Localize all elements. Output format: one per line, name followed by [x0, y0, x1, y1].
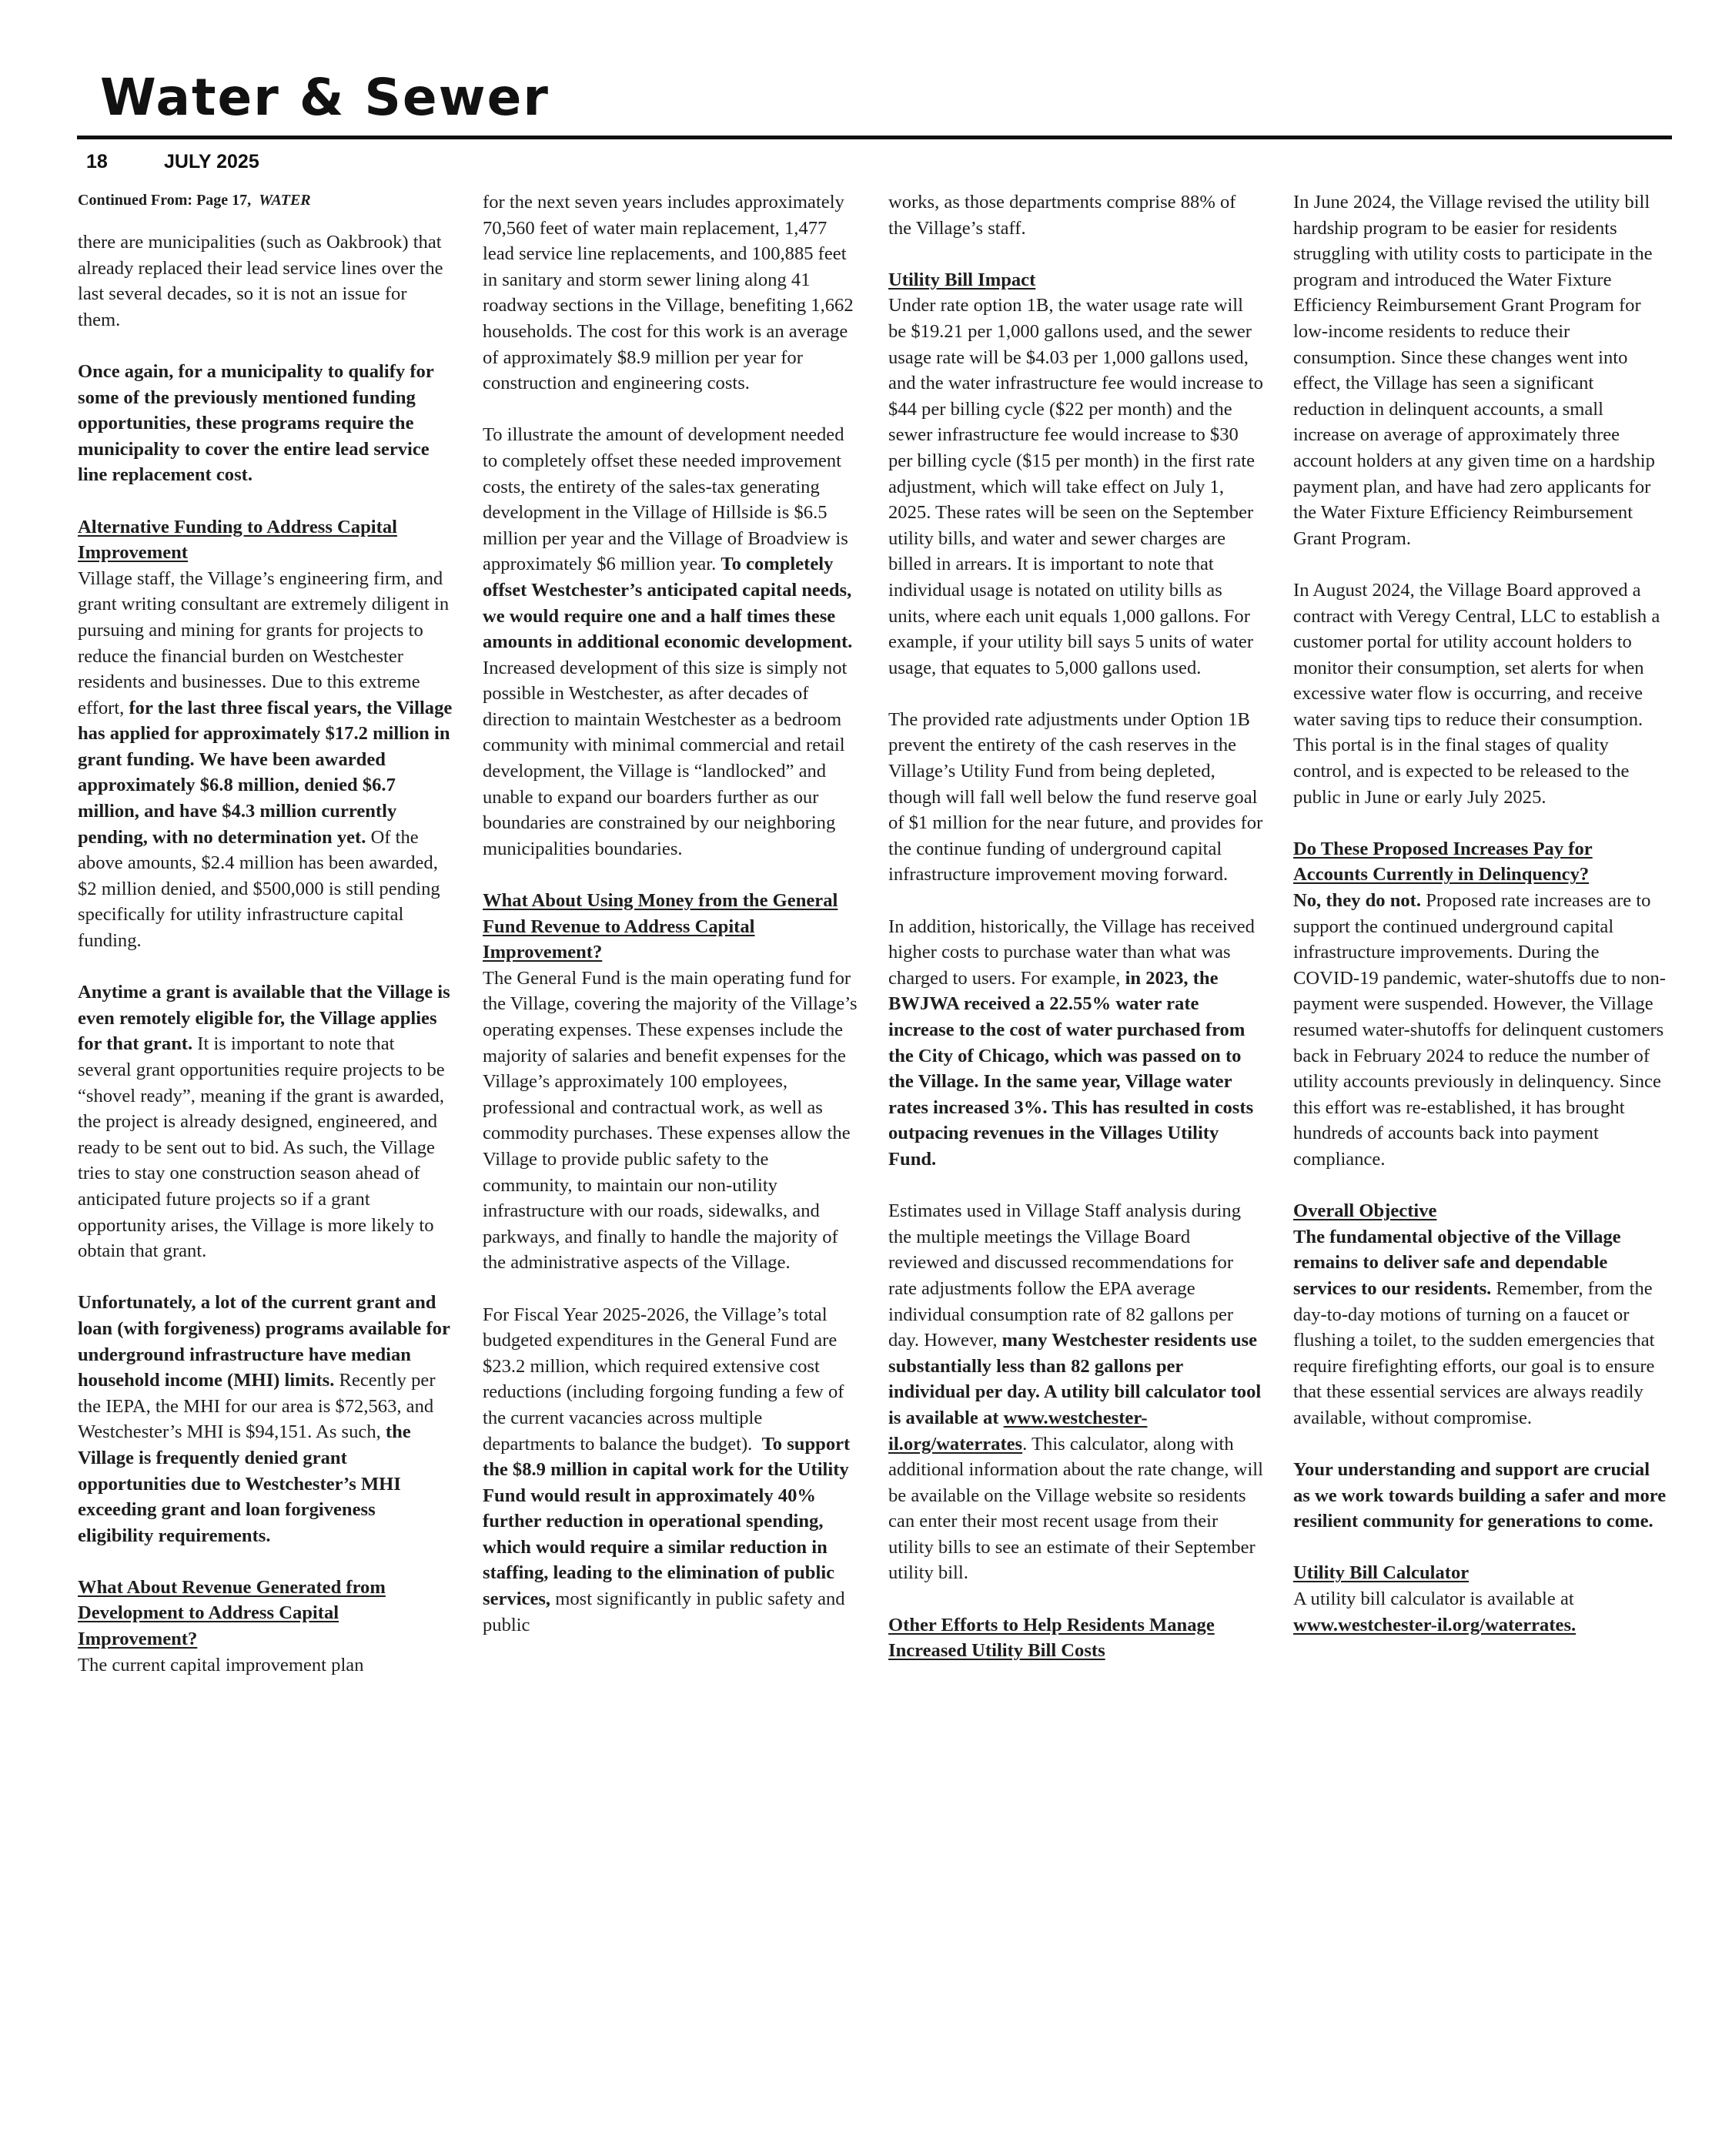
text: It is important to note that several grant opportunities require projects to be “shovel ready”, meaning if the grant is awarded, the project is already designed, engineered, and ready to be sent out to bid. As such, the Village tries to stay one construction season ahead of anticipated future projects so if a grant opportunity arises, the Village is more likely to obtain that grant. — [78, 1033, 445, 1262]
column-2 — [483, 189, 858, 1638]
paragraph — [888, 1198, 1263, 1586]
section-paragraph — [78, 1575, 453, 1678]
continued-from-note — [78, 189, 453, 211]
page-number: 18 — [86, 151, 108, 172]
subheading-delinquency: Do These Proposed Increases Pay for Accounts Currently in Delinquency? — [1293, 838, 1593, 886]
text: most significantly in public safety and public — [483, 1589, 845, 1635]
paragraph: for the next seven years includes approximately 70,560 feet of water main replacement, 1,477 lead service line replacements, and 100,885 feet in sanitary and storm sewer lining along 41 roadway sections in the Village, benefiting 1,662 households. The cost for this work is an average of approximately $8.9 million per year for construction and engineering costs. — [483, 192, 854, 394]
text: Increased development of this size is simply not possible in Westchester, as after decades of direction to maintain Westchester as a bedroom community with minimal commercial and retail development, the Village is “landlocked” and unable to expand our boarders further as our boundaries are constrained by our neighboring municipalities boundaries. — [483, 657, 848, 859]
continued-ref: WATER — [259, 192, 311, 209]
bold-text: Unfortunately, a lot of the current grant and loan (with forgiveness) programs available for underground infrastructure have median household income (MHI) limits. — [78, 1292, 450, 1391]
text: For Fiscal Year 2025-2026, the Village’s total budgeted expenditures in the General Fund are $23.2 million, which required extensive cost reductions (including forgoing funding a few of the current vacancies across multiple departments to balance the budget). — [483, 1304, 844, 1455]
text: The current capital improvement plan — [78, 1654, 364, 1676]
paragraph — [483, 1302, 858, 1639]
section-title: Water & Sewer — [100, 68, 550, 127]
bold-text: for the last three fiscal years, the Village has applied for approximately $17.2 million in grant funding. We have been awarded approximately $6.8 million, denied $6.7 million, and have $4.3 million currently pending, with no determination yet. — [78, 697, 453, 848]
section-paragraph — [888, 1612, 1263, 1664]
subheading-alternative-funding: Alternative Funding to Address Capital Improvement — [78, 516, 397, 564]
section-paragraph — [888, 267, 1263, 681]
subheading-utility-bill-calculator: Utility Bill Calculator — [1293, 1562, 1470, 1584]
paragraph: there are municipalities (such as Oakbrook) that already replaced their lead service lines over the last several decades, so it is not an issue for them. — [78, 232, 443, 330]
issue-date: JULY 2025 — [164, 151, 259, 172]
paragraph — [483, 422, 858, 862]
subheading-utility-bill-impact: Utility Bill Impact — [888, 269, 1036, 290]
continued-label: Continued From: Page 17, — [78, 192, 252, 209]
text: In addition, historically, the Village has received higher costs to purchase water than what was charged to users. For example, — [888, 916, 1255, 989]
paragraph — [78, 1290, 453, 1548]
paragraph — [78, 359, 453, 488]
bold-text: The fundamental objective of the Village remains to deliver safe and dependable services to our residents. — [1293, 1226, 1621, 1299]
text: To illustrate the amount of development needed to completely offset these needed improvement costs, the entirety of the sales-tax generating development in the Village of Hillside is $6.5 million per year and the Village of Broadview is approximately $6 million year. — [483, 424, 848, 575]
bold-text: To support the $8.9 million in capital work for the Utility Fund would result in approximately 40% further reduction in operational spending, which would require a similar reduction in staffing, leading to the elimination of public services, — [483, 1433, 851, 1610]
text: Recently per the IEPA, the MHI for our area is $72,563, and Westchester’s MHI is $94,151. As such, — [78, 1370, 436, 1443]
text: A utility bill calculator is available at — [1293, 1589, 1574, 1610]
section-paragraph — [78, 514, 453, 954]
paragraph: In June 2024, the Village revised the utility bill hardship program to be easier for residents struggling with utility costs to participate in the program and introduced the Water Fixture Efficiency Reimbursement Grant Program for low-income residents to reduce their consumption. Since these changes went into effect, the Village has seen a significant reduction in delinquent accounts, a small increase on average of approximately three account holders at any given time on a hardship payment plan, and have had zero applicants for the Water Fixture Efficiency Reimbursement Grant Program. — [1293, 192, 1655, 549]
column-1 — [78, 189, 453, 1678]
section-paragraph — [1293, 836, 1668, 1173]
section-paragraph — [1293, 1560, 1668, 1638]
subheading-revenue-development: What About Revenue Generated from Development to Address Capital Improvement? — [78, 1576, 386, 1650]
column-3 — [888, 189, 1263, 1664]
bold-text: To completely offset Westchester’s anticipated capital needs, we would require one and a half times these amounts in additional economic development. — [483, 554, 853, 653]
text: Estimates used in Village Staff analysis during the multiple meetings the Village Board reviewed and discussed recommendations for rate adjustments follow the EPA average individual consumption rate of 82 gallons per day. However, — [888, 1200, 1241, 1351]
bold-text: in 2023, the BWJWA received a 22.55% water rate increase to the cost of water purchased from the City of Chicago, which was passed on to the Village. In the same year, Village water rates increased 3%. This has resulted in costs outpacing revenues in the Villages Utility Fund. — [888, 967, 1254, 1170]
bold-text: Your understanding and support are crucial as we work towards building a safer and more resilient community for generations to come. — [1293, 1459, 1667, 1532]
bold-text: Anytime a grant is available that the Village is even remotely eligible for, the Village applies for that grant. — [78, 982, 450, 1055]
text: The General Fund is the main operating fund for the Village, covering the majority of the Village’s operating expenses. These expenses include the majority of salaries and benefit expenses for the Village’s approximately 100 employees, professional and contractual work, as well as commodity purchases. These expenses allow the Village to provide public safety to the community, to maintain our non-utility infrastructure with our roads, sidewalks, and parkways, and finally to handle the majority of the administrative aspects of the Village. — [483, 967, 858, 1274]
text: Under rate option 1B, the water usage rate will be $19.21 per 1,000 gallons used, and the sewer usage rate will be $4.03 per 1,000 gallons used, and the water infrastructure fee would increase to $44 per billing cycle ($22 per month) and the sewer infrastructure fee would increase to $30 per billing cycle ($15 per month) in the first rate adjustment, which will take effect on July 1, 2025. These rates will be seen on the September utility bills, and water and sewer charges are billed in arrears. It is important to note that individual usage is notated on utility bills as units, where each unit equals 1,000 gallons. For example, if your utility bill says 5 units of water usage, that equates to 5,000 gallons used. — [888, 295, 1263, 678]
bold-text: many Westchester residents use substantially less than 82 gallons per individual per day. A utility bill calculator tool is available at — [888, 1330, 1262, 1428]
waterrates-link[interactable]: www.westchester-il.org/waterrates. — [1293, 1614, 1577, 1635]
text: Village staff, the Village’s engineering firm, and grant writing consultant are extremely diligent in pursuing and mining for grants for projects to reduce the financial burden on Westchester residents and businesses. Due to this extreme effort, — [78, 567, 450, 718]
text: Remember, from the day-to-day motions of turning on a faucet or flushing a toilet, to the sudden emergencies that require firefighting efforts, our goal is to ensure that these essential services are always readily available, without compromise. — [1293, 1277, 1655, 1428]
column-4 — [1293, 189, 1668, 1638]
section-paragraph — [1293, 1198, 1668, 1431]
text: Of the above amounts, $2.4 million has been awarded, $2 million denied, and $500,000 is still pending specifically for utility infrastructure capital funding. — [78, 826, 440, 952]
paragraph — [78, 979, 453, 1264]
text: Proposed rate increases are to support the continued underground capital infrastructure improvements. During the COVID-19 pandemic, water-shutoffs due to non-payment were suspended. However, the Village resumed water-shutoffs for delinquent customers back in February 2024 to reduce the number of utility accounts previously in delinquency. Since this effort was re-established, it has brought hundreds of accounts back into payment compliance. — [1293, 890, 1666, 1170]
paragraph: In August 2024, the Village Board approved a contract with Veregy Central, LLC to establish a customer portal for utility account holders to monitor their consumption, set alerts for when excessive water flow is occurring, and receive water saving tips to reduce their consumption. This portal is in the final stages of quality control, and is expected to be released to the public in June or early July 2025. — [1293, 579, 1660, 808]
bold-text: the Village is frequently denied grant opportunities due to Westchester’s MHI exceeding grant and loan forgiveness eligibility requirements. — [78, 1421, 411, 1546]
subheading-general-fund: What About Using Money from the General Fund Revenue to Address Capital Improvement? — [483, 890, 838, 963]
waterrates-link[interactable]: www.westchester-il.org/waterrates — [888, 1407, 1148, 1455]
bold-text: Once again, for a municipality to qualify for some of the previously mentioned funding opportunities, these programs require the municipality to cover the entire lead service line replacement cost. — [78, 360, 434, 486]
section-paragraph — [483, 888, 858, 1276]
paragraph: The provided rate adjustments under Option 1B prevent the entirety of the cash reserves in the Village’s Utility Fund from being depleted, though will fall well below the fund reserve goal of $1 million for the near future, and provides for the continue funding of underground capital infrastructure improvement moving forward. — [888, 708, 1263, 886]
bold-text: No, they do not. — [1293, 890, 1422, 912]
paragraph — [888, 914, 1263, 1173]
subheading-overall-objective: Overall Objective — [1293, 1200, 1437, 1222]
header-rule — [77, 136, 1672, 139]
paragraph — [1293, 1457, 1668, 1535]
subheading-other-efforts: Other Efforts to Help Residents Manage Increased Utility Bill Costs — [888, 1614, 1215, 1662]
paragraph: works, as those departments comprise 88% of the Village’s staff. — [888, 192, 1236, 239]
text: . This calculator, along with additional information about the rate change, will be available on the Village website so residents can enter their most recent usage from their utility bills to see an estimate of their September utility bill. — [888, 1433, 1263, 1584]
